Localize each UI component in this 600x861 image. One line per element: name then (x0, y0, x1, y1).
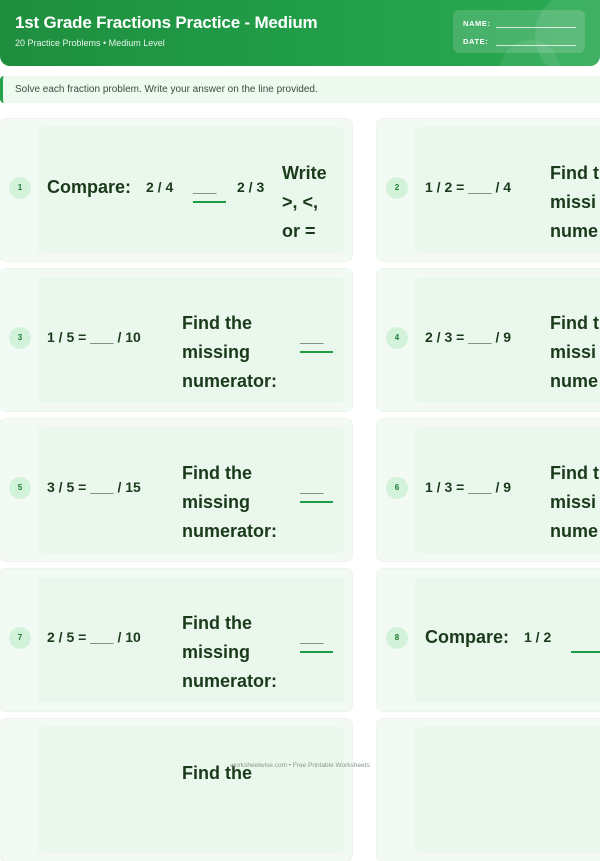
answer-blank: ___ (193, 179, 217, 195)
instructions-bar (0, 76, 600, 103)
problem-number: 8 (386, 627, 408, 649)
problem-instruction: Find t missi nume (550, 313, 599, 391)
worksheet-title: 1st Grade Fractions Practice - Medium (15, 13, 318, 32)
problem-body (38, 727, 344, 853)
name-date-box (453, 10, 585, 53)
problem-card (0, 269, 352, 411)
problem-number: 2 (386, 177, 408, 199)
problem-expression: 1 / 2 = ___ / 4 (425, 179, 512, 195)
problem-card (0, 719, 352, 861)
problem-card (377, 419, 600, 561)
answer-blank: ___ (300, 329, 324, 345)
answer-line[interactable] (193, 201, 226, 203)
problem-instruction: Find the missing numerator: (182, 613, 278, 691)
answer-line[interactable] (571, 651, 600, 653)
problem-card (377, 119, 600, 261)
problem-expression: 1 / 3 = ___ / 9 (425, 479, 512, 495)
problem-text: Compare: (47, 177, 132, 197)
problem-expression: 2 / 4 (146, 179, 174, 195)
problem-card (377, 719, 600, 861)
problem-expression: 2 / 5 = ___ / 10 (47, 629, 141, 645)
problem-card (0, 119, 352, 261)
problem-number: 4 (386, 327, 408, 349)
date-label: DATE: (463, 37, 489, 46)
name-label: NAME: (463, 19, 491, 28)
answer-line[interactable] (300, 351, 333, 353)
problem-expression: 1 / 2 (524, 629, 552, 645)
problem-instruction: Find t missi nume (550, 463, 599, 541)
problem-card (0, 419, 352, 561)
answer-blank: ___ (300, 479, 324, 495)
name-line (496, 27, 576, 28)
problem-number: 1 (9, 177, 31, 199)
problem-instruction: Find t missi nume (550, 163, 599, 241)
worksheet-header (0, 0, 600, 66)
instructions-text: Solve each fraction problem. Write your answer on the line provided. (15, 84, 318, 95)
problem-instruction: Find the missing numerator: (182, 463, 278, 541)
date-line (496, 45, 576, 46)
name-field[interactable] (463, 19, 579, 28)
worksheet-footer: worksheetwise.com • Free Printable Worksheets (230, 762, 370, 769)
problem-card (0, 569, 352, 711)
worksheet-subtitle: 20 Practice Problems • Medium Level (15, 38, 165, 48)
problem-expression: 2 / 3 (237, 179, 265, 195)
problem-text: Compare: (425, 627, 510, 647)
problem-expression: 2 / 3 = ___ / 9 (425, 329, 512, 345)
problem-card (377, 569, 600, 711)
problem-instruction: Find the missing numerator: (182, 313, 278, 391)
answer-blank: ___ (300, 629, 324, 645)
date-field[interactable] (463, 37, 579, 46)
problem-expression: 1 / 5 = ___ / 10 (47, 329, 141, 345)
problem-instruction: Write >, <, or = (282, 163, 327, 241)
problem-number: 6 (386, 477, 408, 499)
problem-number: 3 (9, 327, 31, 349)
problem-expression: 3 / 5 = ___ / 15 (47, 479, 141, 495)
problem-instruction: Find the (182, 763, 252, 783)
problem-number: 5 (9, 477, 31, 499)
problem-number: 7 (9, 627, 31, 649)
answer-line[interactable] (300, 501, 333, 503)
problem-body (415, 727, 600, 853)
problem-card (377, 269, 600, 411)
answer-line[interactable] (300, 651, 333, 653)
